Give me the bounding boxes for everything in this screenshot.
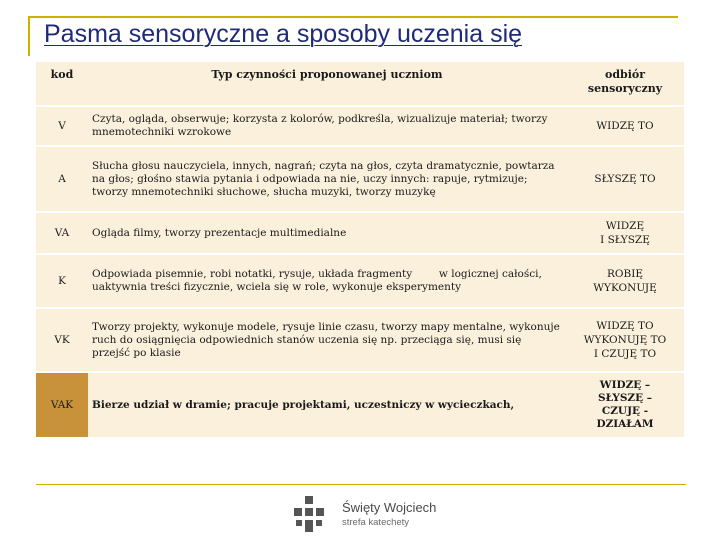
table-row-vak xyxy=(36,372,684,438)
row-code: V xyxy=(36,106,88,146)
row-result xyxy=(566,212,684,254)
row-activity: Tworzy projekty, wykonuje modele, rysuje linie czasu, tworzy mapy mentalne, wykonuje ruch do osiągnięcia odpowiednich stanów uczenia się np. przeciąga się, musi się przejść po klasie xyxy=(88,308,566,372)
header-activity: Typ czynności proponowanej uczniom xyxy=(88,62,566,106)
row-code: VK xyxy=(36,308,88,372)
row-activity: Ogląda filmy, tworzy prezentacje multimedialne xyxy=(88,212,566,254)
row-code: A xyxy=(36,146,88,212)
row-activity: Słucha głosu nauczyciela, innych, nagrań; czyta na głos, czyta dramatycznie, powtarza na głos; głośno stawia pytania i odpowiada na nie, uczy innych: rapuje, rytmizuje; tworzy mnemotechniki słuchowe, słucha muzyki, tworzy muzykę xyxy=(88,146,566,212)
row-activity: Odpowiada pisemnie, robi notatki, rysuje, układa fragmenty w logicznej całości, uaktywnia treści fizycznie, wciela się w role, wykonuje eksperymenty xyxy=(88,254,566,308)
learning-styles-table xyxy=(36,62,684,439)
row-result-line: CZUJĘ - xyxy=(601,405,649,417)
logo-cross-icon xyxy=(294,494,324,534)
row-result-line: WYKONUJĘ xyxy=(593,282,657,294)
row-result-line: ROBIĘ xyxy=(606,268,644,280)
frame-top-line xyxy=(28,16,678,18)
table-header-row xyxy=(36,62,684,106)
row-result-line: SŁYSZĘ – xyxy=(597,392,653,404)
row-result-line: I CZUJĘ TO xyxy=(593,348,657,360)
header-result-line1: odbiór xyxy=(604,68,646,81)
row-result-line: WIDZĘ TO xyxy=(596,120,654,132)
row-code: VAK xyxy=(36,372,88,438)
row-result-line: I SŁYSZĘ xyxy=(600,234,650,246)
row-result-line: WIDZĘ – xyxy=(599,379,651,391)
row-result-line: DZIAŁAM xyxy=(596,418,654,430)
row-activity: Bierze udział w dramie; pracuje projektami, uczestniczy w wycieczkach, xyxy=(88,372,566,438)
table-row-a xyxy=(36,146,684,212)
table-row-vk xyxy=(36,308,684,372)
frame-left-line xyxy=(28,16,30,56)
bottom-divider xyxy=(36,484,686,485)
row-result xyxy=(566,372,684,438)
header-code: kod xyxy=(36,62,88,106)
row-result xyxy=(566,106,684,146)
logo-title: Święty Wojciech xyxy=(342,500,437,515)
row-result-line: SŁYSZĘ TO xyxy=(594,173,656,185)
page-title: Pasma sensoryczne a sposoby uczenia się xyxy=(44,20,523,48)
row-result-line: WIDZĘ xyxy=(605,220,645,232)
row-result-line: WIDZĘ TO xyxy=(596,320,654,332)
table-row-v xyxy=(36,106,684,146)
table-row-va xyxy=(36,212,684,254)
table-row-k xyxy=(36,254,684,308)
row-result xyxy=(566,308,684,372)
header-result xyxy=(566,62,684,106)
logo-subtitle: strefa katechety xyxy=(342,517,410,528)
row-activity: Czyta, ogląda, obserwuje; korzysta z kolorów, podkreśla, wizualizuje materiał; tworzy mnemotechniki wzrokowe xyxy=(88,106,566,146)
row-result xyxy=(566,254,684,308)
row-result-line: WYKONUJĘ TO xyxy=(583,334,667,346)
row-code: VA xyxy=(36,212,88,254)
row-code: K xyxy=(36,254,88,308)
header-result-line2: sensoryczny xyxy=(587,82,663,95)
row-result xyxy=(566,146,684,212)
